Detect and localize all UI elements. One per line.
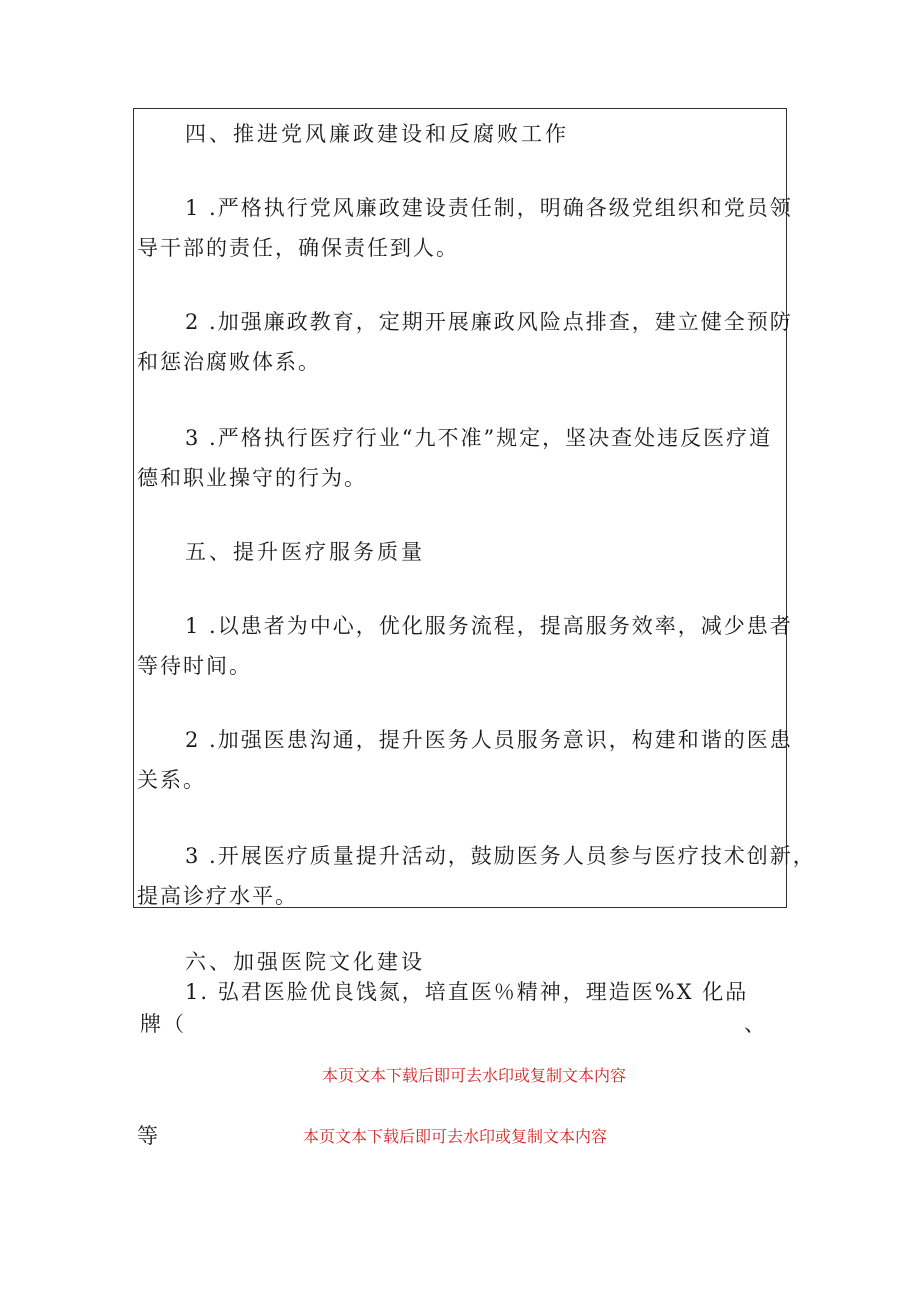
watermark-notice-1: 本页文本下载后即可去水印或复制文本内容: [322, 1066, 627, 1085]
section-5-item-3-line-2: 提高诊疗水平。: [137, 884, 298, 908]
section-6-title: 六、加强医院文化建设: [185, 950, 425, 974]
section-5-item-1-line-1: 1 .以患者为中心，优化服务流程，提高服务效率，减少患者: [185, 614, 793, 638]
section-6-item-1-line-2-end: 、: [744, 1012, 767, 1036]
section-4-item-1-line-1: 1 .严格执行党风廉政建设责任制，明确各级党组织和党员领: [185, 196, 793, 220]
section-4-item-1-line-2: 导干部的责任，确保责任到人。: [137, 236, 459, 260]
section-5-item-2-line-1: 2 .加强医患沟通，提升医务人员服务意识，构建和谐的医患: [185, 728, 793, 752]
section-5-item-3-line-1: 3 .开展医疗质量提升活动，鼓励医务人员参与医疗技术创新，: [185, 844, 816, 868]
section-5-item-2-line-2: 关系。: [137, 768, 206, 792]
section-5-item-1-line-2: 等待时间。: [137, 654, 252, 678]
section-5-title: 五、提升医疗服务质量: [185, 540, 425, 564]
watermark-notice-2: 本页文本下载后即可去水印或复制文本内容: [303, 1127, 608, 1146]
document-table-cell: [133, 108, 787, 908]
section-4-item-2-line-2: 和惩治腐败体系。: [137, 350, 321, 374]
section-4-item-3-line-2: 德和职业操守的行为。: [137, 466, 367, 490]
section-6-item-1-line-2-start: 牌（: [140, 1012, 186, 1036]
section-4-item-3-line-1: 3 .严格执行医疗行业“九不准”规定，坚决查处违反医疗道: [185, 426, 773, 450]
trailing-character: 等: [137, 1124, 160, 1148]
section-4-title: 四、推进党风廉政建设和反腐败工作: [185, 122, 569, 146]
section-6-item-1-line-1: 1. 弘君医脸优良饯氮，培直医％精神，理造医%X 化品: [185, 980, 749, 1004]
section-4-item-2-line-1: 2 .加强廉政教育，定期开展廉政风险点排查，建立健全预防: [185, 310, 793, 334]
